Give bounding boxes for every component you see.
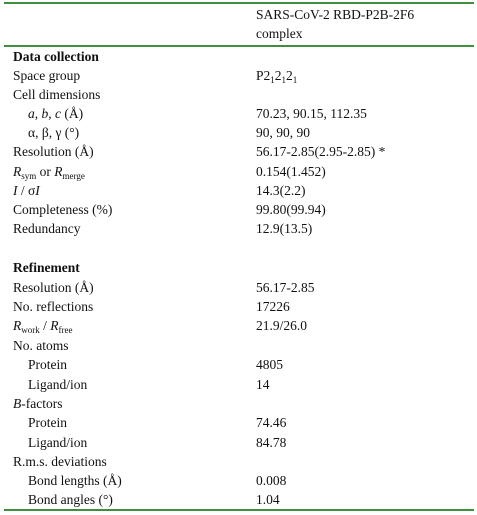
row-value: 99.80(99.94) [256, 202, 326, 217]
row-i-sigma [0, 181, 477, 200]
row-atoms-ligand [0, 375, 477, 394]
row-value: 12.9(13.5) [256, 221, 313, 236]
row-abc [0, 104, 477, 123]
row-label: Protein [28, 415, 67, 430]
row-label: Redundancy [13, 221, 81, 236]
row-label: Completeness (%) [13, 202, 113, 217]
row-value: 84.78 [256, 435, 287, 450]
row-value: 21.9/26.0 [256, 318, 308, 333]
section-data-collection [0, 47, 477, 66]
row-value: $P2_12_12_1$ [256, 68, 298, 85]
row-label: No. atoms [13, 338, 69, 353]
row-label: Protein [28, 357, 67, 372]
row-bond-lengths [0, 471, 477, 490]
row-value: 74.46 [256, 415, 287, 430]
row-label: No. reflections [13, 299, 94, 314]
row-label: Ligand/ion [28, 377, 88, 392]
row-value: 90, 90, 90 [256, 125, 310, 140]
row-value: 56.17-2.85 [256, 280, 315, 295]
top-rule [4, 2, 474, 4]
row-label: Bond lengths (Å) [28, 473, 122, 488]
row-atoms [0, 336, 477, 355]
row-value: 14 [256, 377, 270, 392]
row-rms [0, 452, 477, 471]
row-cell-dimensions [0, 85, 477, 104]
section-label: Refinement [13, 260, 80, 275]
column-title-line2: complex [256, 26, 303, 41]
row-completeness [0, 200, 477, 219]
row-rwork [0, 316, 477, 335]
row-label: a, b, c (Å) [28, 106, 84, 121]
row-value: 1.04 [256, 492, 280, 507]
bottom-rule [4, 509, 474, 511]
row-value: 14.3(2.2) [256, 183, 306, 198]
row-value: 0.154(1.452) [256, 164, 326, 179]
row-reflections [0, 297, 477, 316]
row-value: 17226 [256, 299, 290, 314]
row-atoms-protein [0, 355, 477, 374]
column-header [256, 5, 414, 43]
row-label: Resolution (Å) [13, 280, 94, 295]
row-label: B-factors [13, 396, 63, 411]
row-angles [0, 123, 477, 142]
row-value: 0.008 [256, 473, 287, 488]
row-redundancy [0, 219, 477, 238]
row-label: Cell dimensions [13, 87, 101, 102]
section-refinement [0, 258, 477, 277]
column-title-line1: SARS-CoV-2 RBD-P2B-2F6 [256, 7, 415, 22]
row-bfactors [0, 394, 477, 413]
row-bond-angles [0, 490, 477, 509]
row-value: 4805 [256, 357, 283, 372]
row-label: R.m.s. deviations [13, 454, 107, 469]
row-bfactors-ligand [0, 433, 477, 452]
row-value: 70.23, 90.15, 112.35 [256, 106, 367, 121]
row-rsym [0, 162, 477, 181]
row-ref-resolution [0, 278, 477, 297]
row-label: Resolution (Å) [13, 144, 94, 159]
row-label: Bond angles (°) [28, 492, 113, 507]
row-bfactors-protein [0, 413, 477, 432]
row-label: $R_{work} / R_{free}$ [13, 318, 73, 335]
row-label: $R_{sym}$ or $R_{merge}$ [13, 164, 85, 181]
row-resolution [0, 142, 477, 161]
row-label: α, β, γ (°) [28, 125, 80, 140]
row-label: I / σI [13, 183, 40, 198]
row-label: Ligand/ion [28, 435, 88, 450]
row-space-group [0, 66, 477, 85]
row-value: 56.17-2.85(2.95-2.85) * [256, 144, 386, 159]
section-label: Data collection [13, 49, 99, 64]
row-label: Space group [13, 68, 81, 83]
